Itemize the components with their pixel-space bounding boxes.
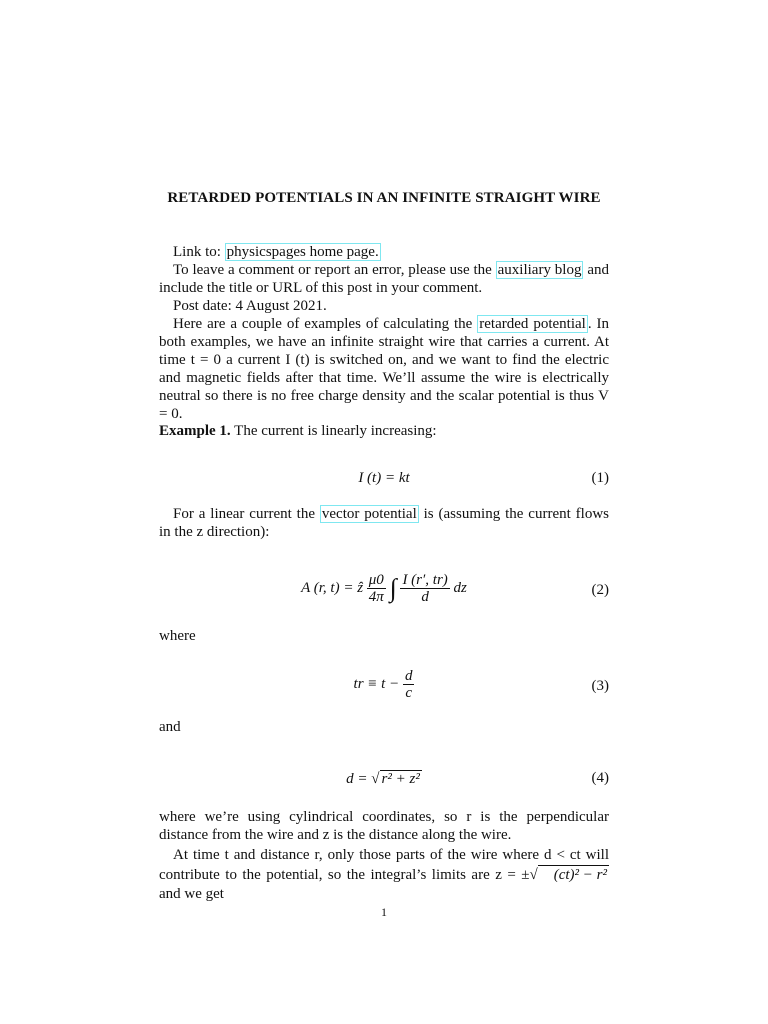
examples-paragraph: [159, 315, 609, 423]
sqrt-sign: √: [371, 771, 380, 787]
examples-suffix: . In both examples, we have an infinite straight wire that carries a current. At time t = 0 a current I (t) is switched on, and we want to find the electric and magnetic fields after that time. We’ll assume the wire is electrically neutral so there is no free charge density and the scalar potential is thus V = 0.: [159, 316, 610, 422]
eq4-radicand: r² + z²: [381, 771, 420, 787]
eq2-dz: dz: [453, 579, 467, 596]
equation-2-number: (2): [591, 582, 609, 598]
comment-prefix: To leave a comment or report an error, please use the: [173, 262, 496, 278]
time-paragraph: [159, 846, 609, 904]
link-prefix: Link to:: [173, 244, 225, 260]
equation-2: [159, 572, 609, 616]
home-page-link[interactable]: physicspages home page.: [226, 244, 379, 260]
vector-prefix: For a linear current the: [173, 506, 320, 522]
eq2-mu-num: μ0: [368, 572, 384, 588]
equation-3-body: [159, 668, 609, 701]
page-number: 1: [381, 905, 387, 919]
vector-suffix: is (assuming the current flows in the z direction):: [159, 506, 609, 540]
eq2-current-fraction: [400, 572, 449, 605]
time-suffix: and we get: [159, 886, 224, 902]
where-1: where: [159, 628, 196, 644]
example-heading: Example 1.: [159, 423, 231, 439]
equation-1-body: I (t) = kt: [358, 470, 410, 486]
eq2-mu-den: 4π: [368, 589, 384, 605]
eq2-lhs: A (r, t) = ẑ: [301, 579, 364, 596]
vector-paragraph: [159, 505, 609, 541]
equation-3-number: (3): [591, 678, 609, 694]
example-1: [159, 422, 609, 440]
retarded-potential-link[interactable]: retarded potential: [479, 316, 586, 332]
equation-1-number: (1): [591, 470, 609, 486]
link-paragraph: [159, 243, 609, 261]
equation-4-number: (4): [591, 770, 609, 786]
eq4-lhs: d =: [346, 771, 372, 787]
equation-2-body: [159, 572, 609, 605]
sqrt-sign-2: √: [529, 867, 538, 883]
auxiliary-blog-link[interactable]: auxiliary blog: [497, 262, 582, 278]
eq3-lhs: tr ≡ t −: [353, 675, 400, 692]
equation-4: [159, 770, 609, 810]
eq3-fraction: [403, 668, 415, 701]
eq2-current-den: d: [421, 589, 429, 605]
eq3-num: d: [404, 668, 413, 684]
time-radicand: (ct)² − r²: [538, 865, 609, 885]
page-title: RETARDED POTENTIALS IN AN INFINITE STRAIGHT WIRE: [167, 190, 601, 206]
vector-potential-link[interactable]: vector potential: [321, 506, 417, 522]
comment-paragraph: [159, 261, 609, 297]
examples-prefix: Here are a couple of examples of calculating the: [173, 316, 478, 332]
equation-1: [159, 470, 609, 510]
time-prefix: At time t and distance r, only those parts of the wire where d < ct will contribute to the potential, so the integral’s limits are z = ±: [159, 847, 609, 883]
equation-4-body: [159, 770, 609, 788]
example-text: The current is linearly increasing:: [230, 423, 437, 439]
cylindrical-paragraph: where we’re using cylindrical coordinates, so r is the perpendicular distance from the wire and z is the distance along the wire.: [159, 809, 609, 843]
comment-suffix: and include the title or URL of this post in your comment.: [159, 262, 609, 296]
eq3-den: c: [405, 685, 413, 701]
eq2-current-num: I (r′, tr): [402, 572, 448, 588]
equation-3: [159, 668, 609, 708]
post-date: Post date: 4 August 2021.: [173, 298, 327, 314]
integral-sign: ∫: [389, 573, 397, 603]
and-1: and: [159, 719, 181, 735]
eq2-mu-fraction: [367, 572, 386, 605]
